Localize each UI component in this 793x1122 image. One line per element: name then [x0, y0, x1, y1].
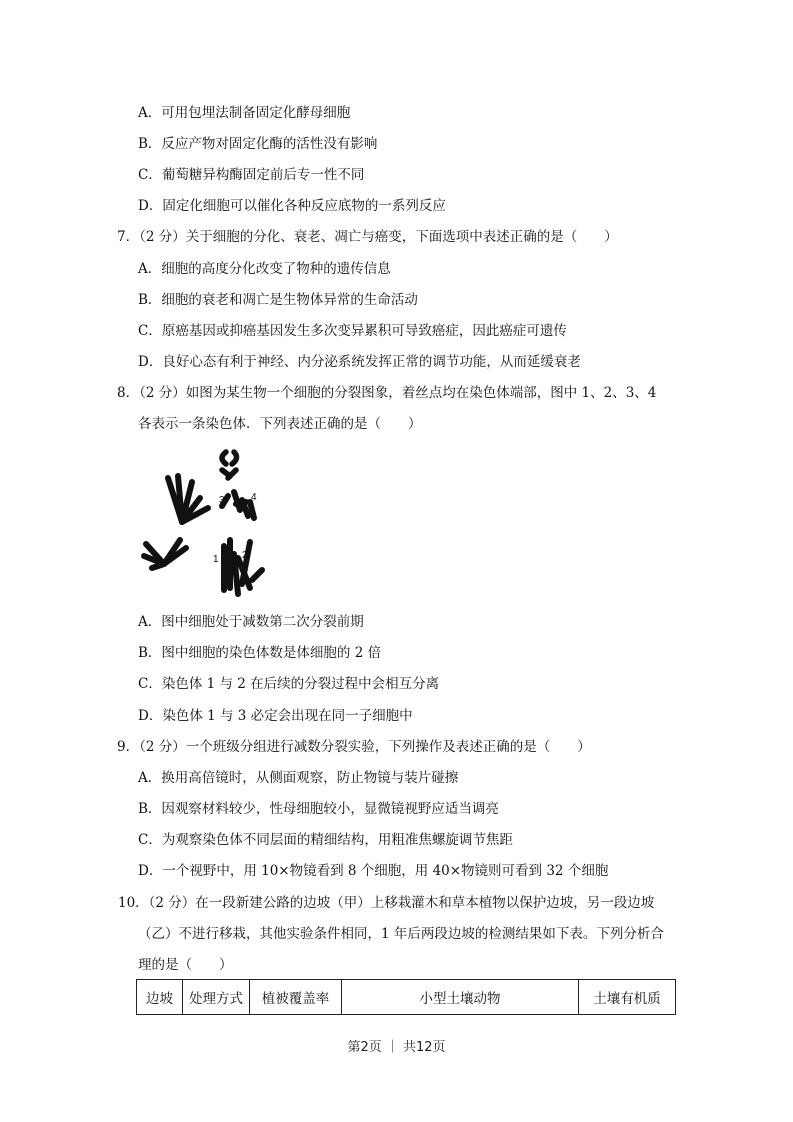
q9-option-a: A．换用高倍镜时，从侧面观察，防止物镜与装片碰擦: [138, 770, 459, 786]
q8-option-d: D．染色体 1 与 3 必定会出现在同一子细胞中: [138, 708, 413, 724]
table-header-cell: 处理方式: [183, 980, 250, 1015]
q9-option-d: D．一个视野中，用 10×物镜看到 8 个细胞，用 40×物镜则可看到 32 个细胞: [138, 863, 609, 879]
q6-option-c: C．葡萄糖异构酶固定前后专一性不同: [138, 167, 365, 183]
q7-option-a: A．细胞的高度分化改变了物种的遗传信息: [138, 261, 391, 277]
chromosome-1-2: [224, 540, 262, 594]
q8-option-c: C．染色体 1 与 2 在后续的分裂过程中会相互分离: [138, 676, 440, 692]
q8-stem-line1: 8．（2 分）如图为某生物一个细胞的分裂图象，着丝点均在染色体端部，图中 1、2、3、4: [117, 385, 657, 401]
q6-option-a: A．可用包埋法制备固定化酵母细胞: [138, 105, 351, 121]
chromosome-bottom-left: [144, 540, 186, 568]
chromosome-3-4: [222, 492, 254, 518]
chromosome-label-4: 4: [251, 492, 257, 503]
q10-stem-line2: （乙）不进行移栽，其他实验条件相同，1 年后两段边坡的检测结果如下表。下列分析合: [138, 926, 664, 942]
chromosome-label-2: 2: [242, 550, 248, 561]
chromosome-label-1: 1: [213, 554, 219, 565]
q7-option-d: D．良好心态有利于神经、内分泌系统发挥正常的调节功能，从而延缓衰老: [138, 354, 581, 370]
table-header-row: [137, 980, 676, 1015]
q8-option-a: A．图中细胞处于减数第二次分裂前期: [138, 614, 364, 630]
q10-stem-line1: 10．（2 分）在一段新建公路的边坡（甲）上移栽灌木和草本植物以保护边坡，另一段边坡: [118, 895, 655, 911]
slope-results-table: [136, 979, 676, 1015]
chromosome-figure: [138, 440, 273, 605]
q10-stem-line3: 理的是（ ）: [138, 957, 233, 973]
table-header-cell: 边坡: [137, 980, 183, 1015]
chromosome-top-right: [222, 452, 237, 478]
table-header-cell: 植被覆盖率: [250, 980, 342, 1015]
q7-stem: 7．（2 分）关于细胞的分化、衰老、凋亡与癌变，下面选项中表述正确的是（ ）: [117, 229, 618, 245]
q9-stem: 9．（2 分）一个班级分组进行减数分裂实验，下列操作及表述正确的是（ ）: [117, 739, 591, 755]
chromosome-label-3: 3: [219, 495, 225, 506]
q7-option-b: B．细胞的衰老和凋亡是生物体异常的生命活动: [138, 292, 418, 308]
q8-stem-line2: 各表示一条染色体．下列表述正确的是（ ）: [138, 416, 422, 432]
q9-option-b: B．因观察材料较少，性母细胞较小，显微镜视野应适当调亮: [138, 801, 499, 817]
chromosome-top-left: [168, 476, 208, 522]
table-header-cell: 小型土壤动物: [342, 980, 579, 1015]
q8-option-b: B．图中细胞的染色体数是体细胞的 2 倍: [138, 645, 382, 661]
page-footer: 第2页 ｜ 共12页: [347, 1040, 446, 1055]
q7-option-c: C．原癌基因或抑癌基因发生多次变异累积可导致癌症，因此癌症可遗传: [138, 323, 567, 339]
q6-option-d: D．固定化细胞可以催化各种反应底物的一系列反应: [138, 198, 446, 214]
table-header-cell: 土壤有机质: [579, 980, 676, 1015]
q9-option-c: C．为观察染色体不同层面的精细结构，用粗准焦螺旋调节焦距: [138, 832, 513, 848]
q6-option-b: B．反应产物对固定化酶的活性没有影响: [138, 136, 378, 152]
